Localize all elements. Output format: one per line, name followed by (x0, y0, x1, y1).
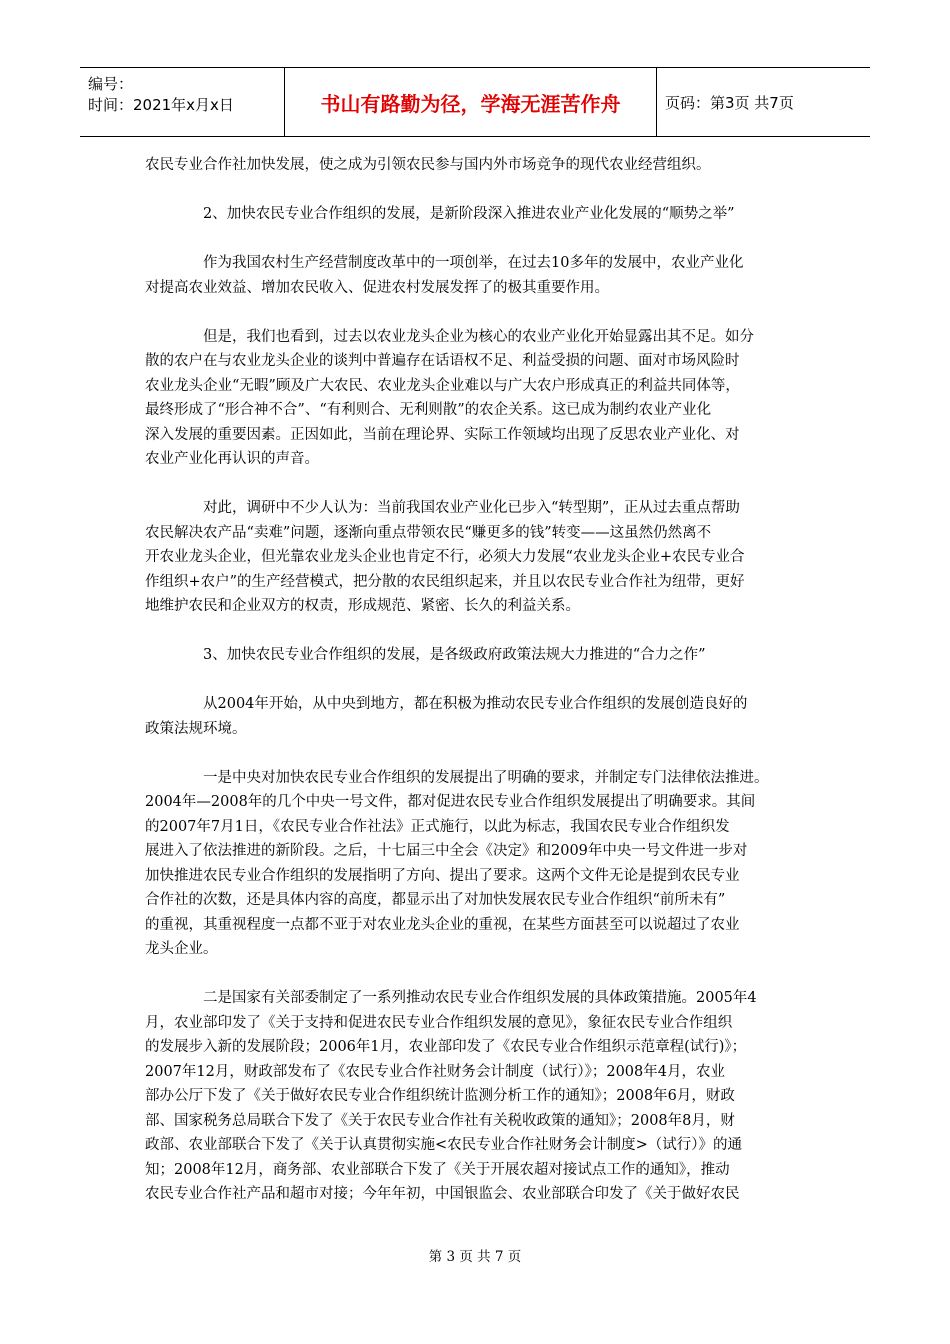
header-page-info: 页码：第3页 共7页 (665, 93, 794, 112)
paragraph-line: 农民专业合作社加快发展，使之成为引领农民参与国内外市场竞争的现代农业经营组织。 (145, 157, 711, 173)
paragraph (145, 692, 820, 741)
paragraph-line: 散的农户在与农业龙头企业的谈判中普遍存在话语权不足、利益受损的问题、面对市场风险时 (145, 353, 740, 369)
paragraph-line: 部办公厅下发了《关于做好农民专业合作组织统计监测分析工作的通知》；2008年6月，财政 (145, 1088, 735, 1104)
paragraph-line: 开农业龙头企业，但光靠农业龙头企业也肯定不行，必须大力发展“农业龙头企业+农民专业合 (145, 549, 745, 565)
paragraph-line: 农业产业化再认识的声音。 (145, 451, 319, 467)
time-label: 时间：2021年x月x日 (88, 96, 234, 114)
paragraph-line: 作组织+农户”的生产经营模式，把分散的农民组织起来，并且以农民专业合作社为纽带，更好 (145, 573, 745, 590)
paragraph-line: 加快推进农民专业合作组织的发展指明了方向、提出了要求。这两个文件无论是提到农民专业 (145, 867, 740, 884)
paragraph-line: 最终形成了“形合神不合”、“有利则合、无利则散”的农企关系。这已成为制约农业产业化 (145, 402, 712, 418)
document-body (145, 153, 820, 1207)
paragraph (145, 153, 820, 178)
paragraph-line: 一是中央对加快农民专业合作组织的发展提出了明确的要求，并制定专门法律依法推进。 (203, 769, 769, 786)
paragraph-line: 月，农业部印发了《关于支持和促进农民专业合作组织发展的意见》，象征农民专业合作组织 (145, 1014, 733, 1031)
paragraph-line: 的发展步入新的发展阶段；2006年1月，农业部印发了《农民专业合作组织示范章程(试行)》； (145, 1039, 747, 1055)
paragraph-line: 作为我国农村生产经营制度改革中的一项创举，在过去10多年的发展中，农业产业化 (203, 255, 744, 271)
paragraph-line: 部、国家税务总局联合下发了《关于农民专业合作社有关税收政策的通知》；2008年8月，财 (145, 1112, 735, 1129)
paragraph-line: 政部、农业部联合下发了《关于认真贯彻实施<农民专业合作社财务会计制度>（试行）》的通 (145, 1137, 743, 1153)
paragraph-line: 对提高农业效益、增加农民收入、促进农村发展发挥了的极其重要作用。 (145, 279, 609, 296)
header-meta (80, 68, 285, 136)
paragraph (145, 202, 820, 227)
paragraph-line: 农民专业合作社产品和超市对接；今年年初，中国银监会、农业部联合印发了《关于做好农民 (145, 1186, 740, 1202)
paragraph (145, 496, 820, 619)
paragraph-line: 农民解决农产品“卖难”问题，逐渐向重点带领农民“赚更多的钱”转变——这虽然仍然离不 (145, 524, 712, 541)
paragraph-line: 但是，我们也看到，过去以农业龙头企业为核心的农业产业化开始显露出其不足。如分 (203, 328, 754, 345)
paragraph-line: 对此，调研中不少人认为：当前我国农业产业化已步入“转型期”，正从过去重点帮助 (203, 500, 740, 516)
paragraph-line: 的2007年7月1日，《农民专业合作社法》正式施行，以此为标志，我国农民专业合作组织发 (145, 818, 730, 835)
paragraph-line: 2、加快农民专业合作组织的发展，是新阶段深入推进农业产业化发展的“顺势之举” (203, 206, 735, 222)
header-motto: 书山有路勤为径，学海无涯苦作舟 (285, 68, 657, 136)
paragraph-line: 龙头企业。 (145, 941, 218, 957)
paragraph-line: 3、加快农民专业合作组织的发展，是各级政府政策法规大力推进的“合力之作” (203, 647, 706, 663)
paragraph-line: 合作社的次数，还是具体内容的高度，都显示出了对加快发展农民专业合作组织“前所未有” (145, 892, 726, 908)
paragraph (145, 643, 820, 668)
paragraph-line: 地维护农民和企业双方的权责，形成规范、紧密、长久的利益关系。 (145, 598, 580, 614)
paragraph-line: 二是国家有关部委制定了一系列推动农民专业合作组织发展的具体政策措施。2005年4 (203, 990, 757, 1006)
page-footer: 第 3 页 共 7 页 (428, 1249, 522, 1265)
paragraph-line: 从2004年开始，从中央到地方，都在积极为推动农民专业合作组织的发展创造良好的 (203, 696, 748, 712)
paragraph (145, 325, 820, 472)
paragraph (145, 251, 820, 300)
paragraph-line: 展进入了依法推进的新阶段。之后，十七届三中全会《决定》和2009年中央一号文件进一步对 (145, 843, 748, 859)
paragraph-line: 政策法规环境。 (145, 720, 247, 737)
paragraph-line: 知；2008年12月，商务部、农业部联合下发了《关于开展农超对接试点工作的通知》，推动 (145, 1161, 730, 1178)
page-header (80, 67, 870, 137)
serial-label: 编号： (88, 75, 134, 93)
paragraph (145, 986, 820, 1207)
paragraph-line: 农业龙头企业“无暇”顾及广大农民、农业龙头企业难以与广大农户形成真正的利益共同体等， (145, 377, 740, 394)
paragraph-line: 深入发展的重要因素。正因如此，当前在理论界、实际工作领域均出现了反思农业产业化、对 (145, 426, 740, 443)
paragraph-line: 的重视，其重视程度一点都不亚于对农业龙头企业的重视，在某些方面甚至可以说超过了农业 (145, 916, 740, 933)
paragraph-line: 2007年12月，财政部发布了《农民专业合作社财务会计制度（试行）》；2008年4月，农业 (145, 1063, 725, 1080)
paragraph (145, 766, 820, 962)
paragraph-line: 2004年—2008年的几个中央一号文件，都对促进农民专业合作组织发展提出了明确要求。其间 (145, 794, 756, 810)
